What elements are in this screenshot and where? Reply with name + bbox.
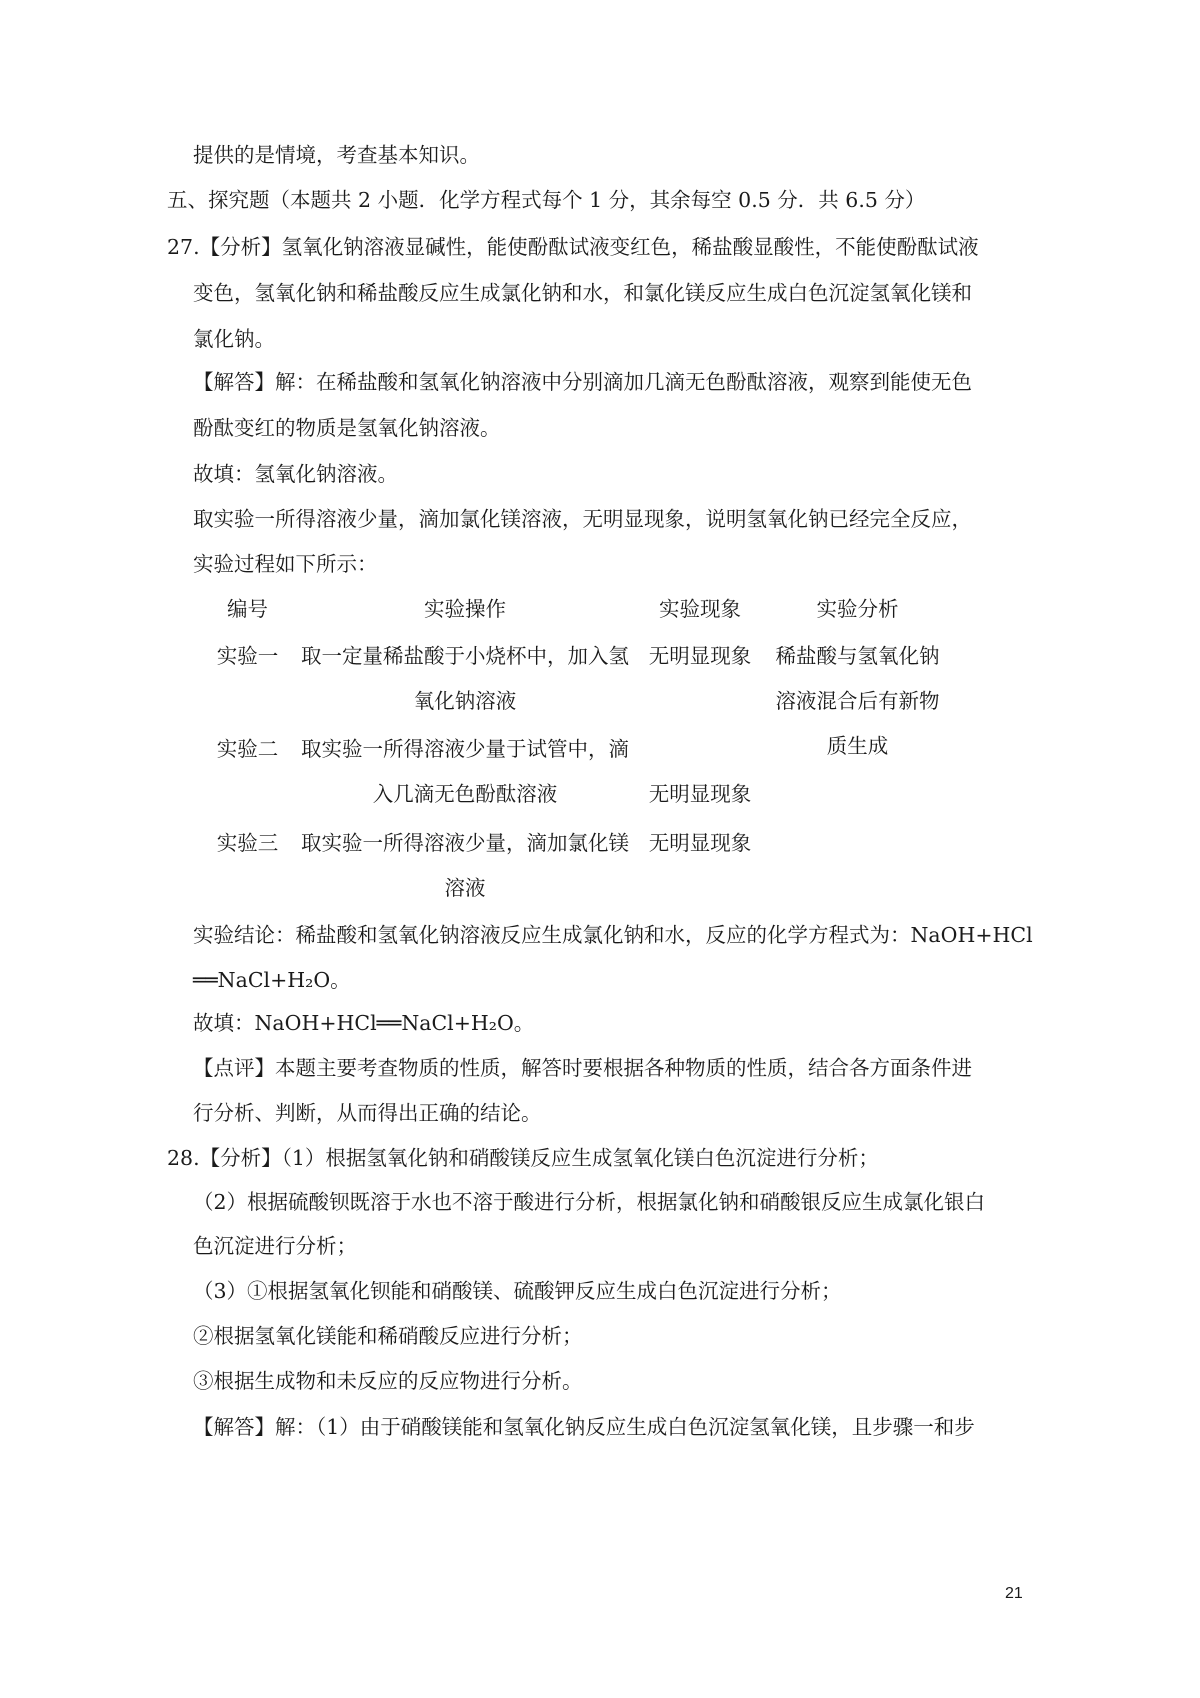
paragraph-line: 氯化钠。 [193,327,275,351]
paragraph-line: ③根据生成物和未反应的反应物进行分析。 [193,1369,583,1393]
table-cell-operation: 氧化钠溶液 [413,689,517,713]
paragraph-line: （3）①根据氢氧化钡能和硝酸镁、硫酸钾反应生成白色沉淀进行分析； [193,1279,842,1303]
table-cell-phenomenon: 无明显现象 [648,782,752,806]
paragraph-line: 实验过程如下所示： [193,552,378,576]
paragraph-line: ══NaCl+H₂O。 [193,968,351,992]
page-number: 21 [1005,1585,1023,1602]
paragraph-line: 【点评】本题主要考查物质的性质，解答时要根据各种物质的性质，结合各方面条件进 [193,1056,972,1080]
paragraph-line: 【解答】解：在稀盐酸和氢氧化钠溶液中分别滴加几滴无色酚酞溶液，观察到能使无色 [193,370,972,394]
table-cell-operation: 取实验一所得溶液少量，滴加氯化镁 [301,831,629,855]
table-header-id: 编号 [227,597,268,621]
table-cell-operation: 取一定量稀盐酸于小烧杯中，加入氢 [301,644,629,668]
table-cell-phenomenon: 无明显现象 [648,831,752,855]
paragraph-line: 故填：氢氧化钠溶液。 [193,462,398,486]
paragraph-line: 27.【分析】氢氧化钠溶液显碱性，能使酚酞试液变红色，稀盐酸显酸性，不能使酚酞试液 [167,235,979,259]
paragraph-line: 【解答】解：（1）由于硝酸镁能和氢氧化钠反应生成白色沉淀氢氧化镁，且步骤一和步 [193,1415,975,1439]
paragraph-line: ②根据氢氧化镁能和稀硝酸反应进行分析； [193,1324,583,1348]
paragraph-line: 行分析、判断，从而得出正确的结论。 [193,1101,542,1125]
table-header-phenomenon: 实验现象 [659,597,741,621]
table-cell-phenomenon: 无明显现象 [648,644,752,668]
paragraph-line: 取实验一所得溶液少量，滴加氯化镁溶液，无明显现象，说明氢氧化钠已经完全反应， [193,507,972,531]
paragraph-line: 酚酞变红的物质是氢氧化钠溶液。 [193,416,501,440]
table-cell-analysis: 稀盐酸与氢氧化钠 [775,644,940,668]
paragraph-line: 提供的是情境，考查基本知识。 [193,143,480,167]
table-cell-analysis: 溶液混合后有新物 [775,689,940,713]
table-header-analysis: 实验分析 [816,597,899,621]
paragraph-line: 实验结论：稀盐酸和氢氧化钠溶液反应生成氯化钠和水，反应的化学方程式为：NaOH+HCl [193,923,1033,947]
paragraph-line: （2）根据硫酸钡既溶于水也不溶于酸进行分析，根据氯化钠和硝酸银反应生成氯化银白 [193,1190,986,1214]
paragraph-line: 28.【分析】（1）根据氢氧化钠和硝酸镁反应生成氢氧化镁白色沉淀进行分析； [167,1146,879,1170]
table-cell-analysis: 质生成 [826,734,889,758]
table-cell-operation: 取实验一所得溶液少量于试管中，滴 [301,737,629,761]
paragraph-line: 变色，氢氧化钠和稀盐酸反应生成氯化钠和水，和氯化镁反应生成白色沉淀氢氧化镁和 [193,281,972,305]
table-cell-id: 实验三 [216,831,279,855]
table-header-operation: 实验操作 [424,597,506,621]
table-cell-id: 实验一 [216,644,279,668]
table-cell-operation: 溶液 [444,876,486,900]
table-cell-operation: 入几滴无色酚酞溶液 [372,782,558,806]
paragraph-line: 故填：NaOH+HCl══NaCl+H₂O。 [193,1011,535,1035]
paragraph-line: 色沉淀进行分析； [193,1234,357,1258]
section-heading: 五、探究题（本题共 2 小题．化学方程式每个 1 分，其余每空 0.5 分．共 6.5 分） [167,188,926,212]
table-cell-id: 实验二 [216,737,279,761]
